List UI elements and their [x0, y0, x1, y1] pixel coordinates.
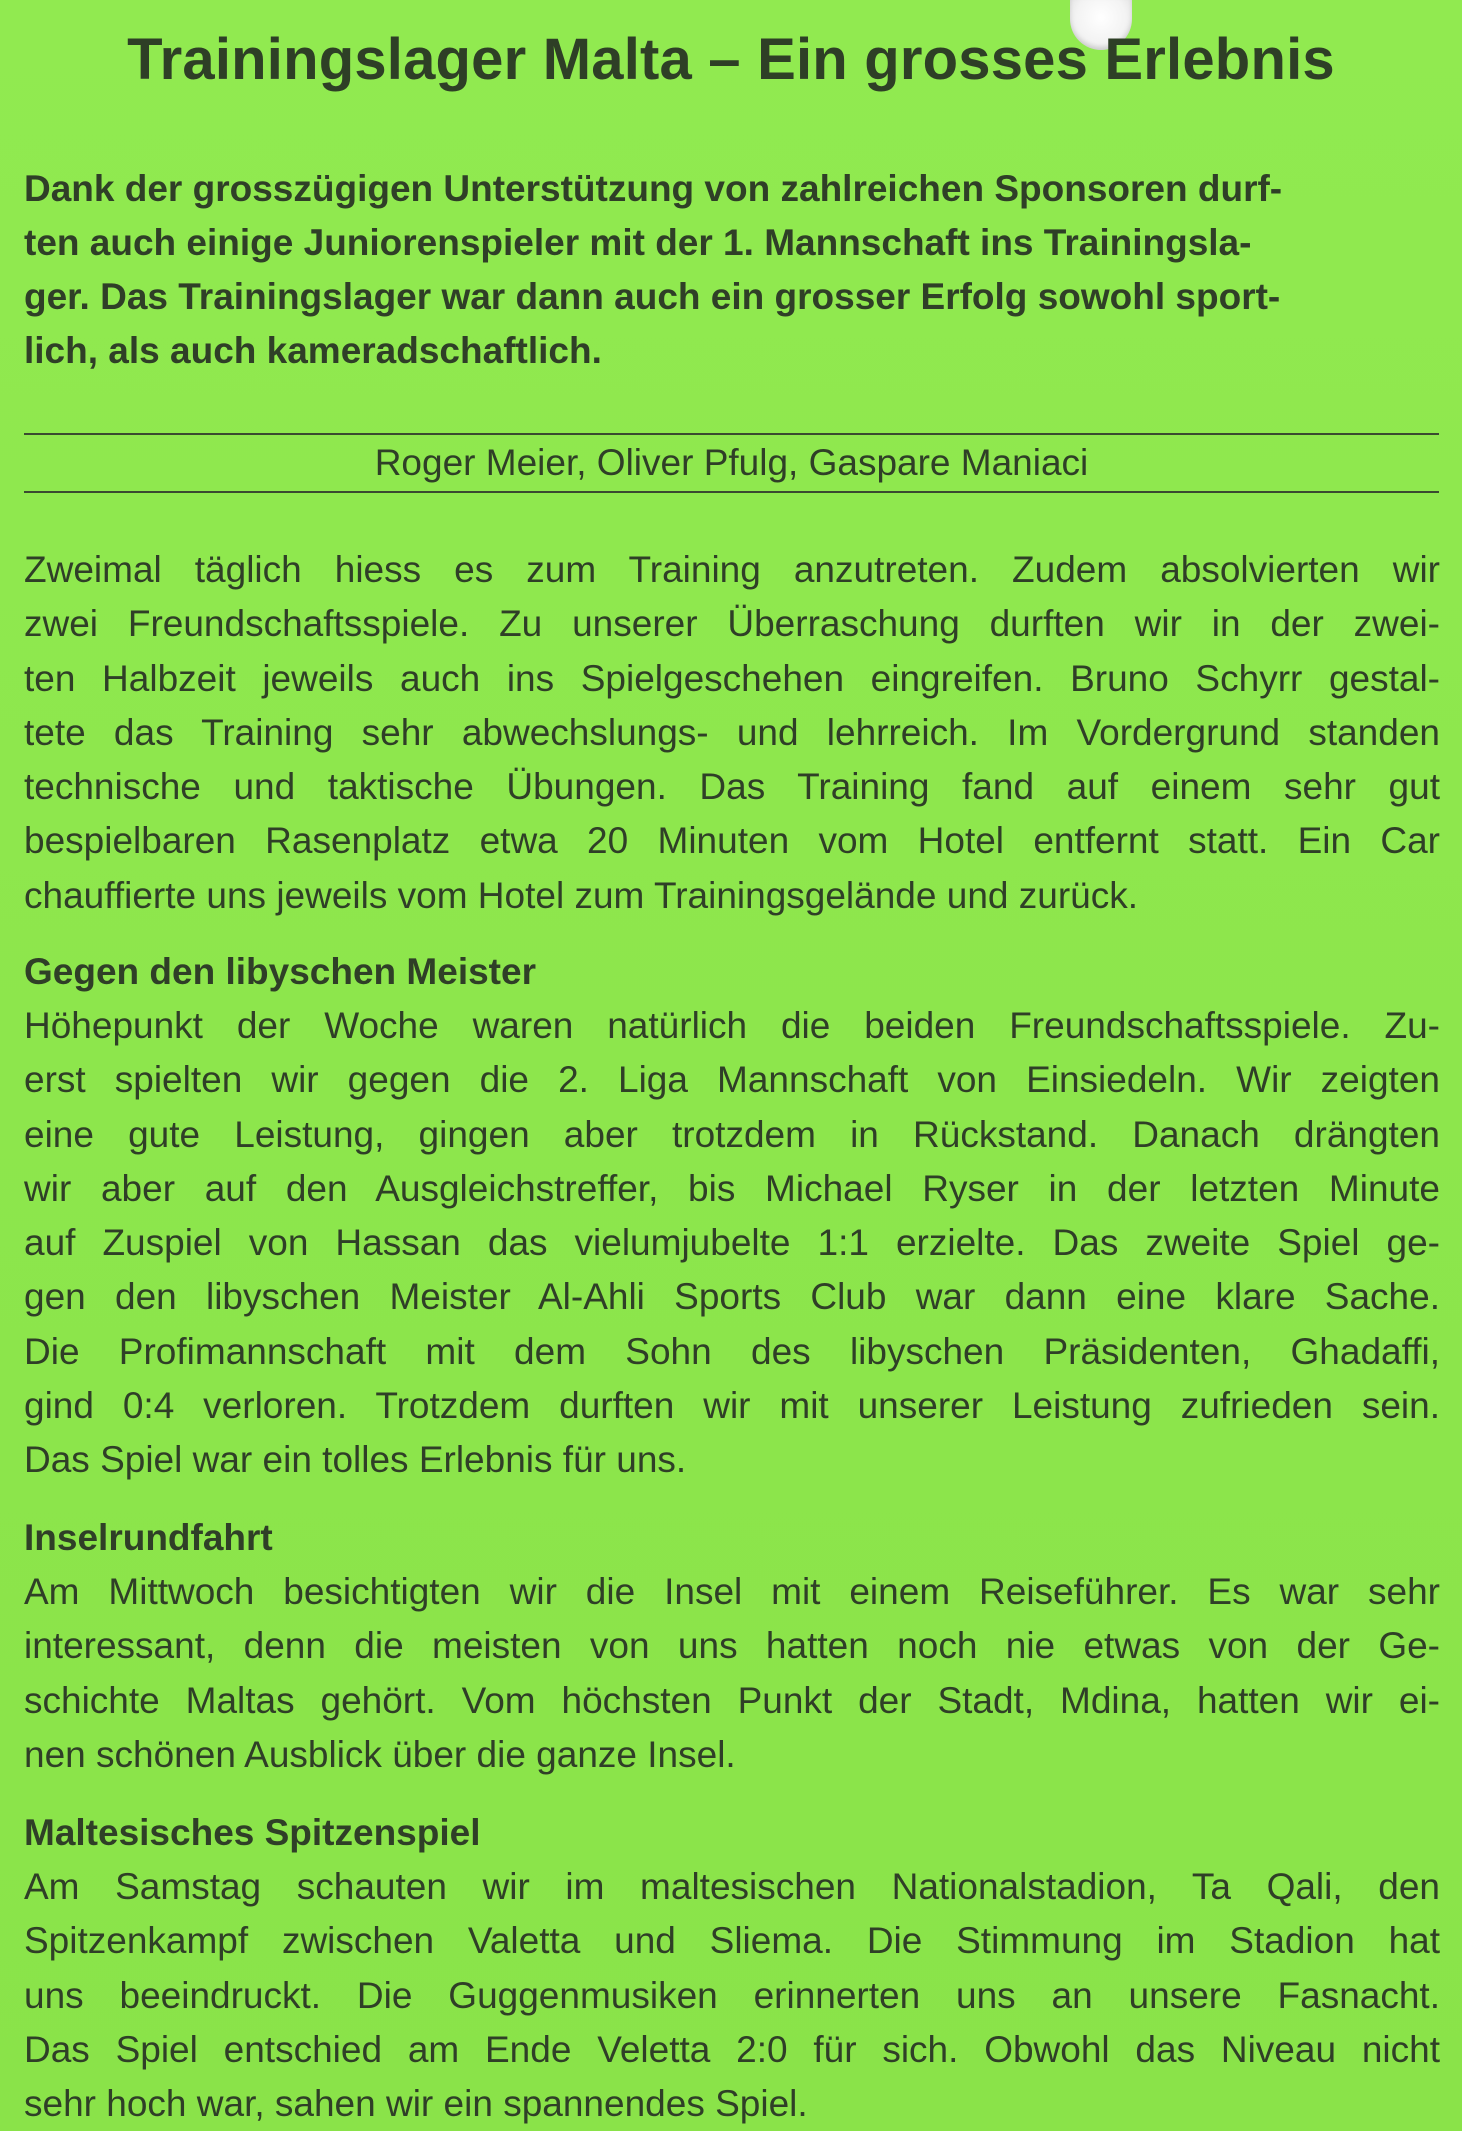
text-line: Zweimal täglich hiess es zum Training anzutreten. Zudem absolvierten wir — [24, 549, 1440, 590]
text-line: Das Spiel entschied am Ende Veletta 2:0 für sich. Obwohl das Niveau nicht — [24, 2028, 1440, 2070]
text-line: gen den libyschen Meister Al-Ahli Sports Club war dann eine klare Sache. — [24, 1276, 1440, 1318]
text-line: Am Mittwoch besichtigten wir die Insel mit einem Reiseführer. Es war sehr — [24, 1571, 1440, 1612]
text-line: technische und taktische Übungen. Das Training fand auf einem sehr gut — [24, 766, 1440, 808]
text-line: interessant, denn die meisten von uns hatten noch nie etwas von der Ge- — [24, 1625, 1440, 1667]
paragraph-top-match — [24, 1860, 1440, 2131]
text-line: nen schönen Ausblick über die ganze Insel. — [24, 1733, 736, 1775]
text-line: Spitzenkampf zwischen Valetta und Sliema. Die Stimmung im Stadion hat — [24, 1920, 1440, 1962]
text-line: Höhepunkt der Woche waren natürlich die beiden Freundschaftsspiele. Zu- — [24, 1005, 1440, 1046]
text-line: wir aber auf den Ausgleichstreffer, bis Michael Ryser in der letzten Minute — [24, 1167, 1440, 1209]
author-line: Roger Meier, Oliver Pfulg, Gaspare Maniaci — [374, 442, 1089, 483]
paragraph-island-tour — [24, 1565, 1440, 1782]
lead-line: Dank der grosszügigen Unterstützung von zahlreichen Sponsoren durf- — [24, 168, 1283, 209]
text-line: auf Zuspiel von Hassan das vielumjubelte 1:1 erzielte. Das zweite Spiel ge- — [24, 1222, 1440, 1264]
text-line: bespielbaren Rasenplatz etwa 20 Minuten vom Hotel entfernt statt. Ein Car — [24, 820, 1440, 862]
text-line: chauffierte uns jeweils vom Hotel zum Trainingsgelände und zurück. — [24, 874, 1139, 916]
paragraph-friendly-matches — [24, 999, 1440, 1488]
text-line: sehr hoch war, sahen wir ein spannendes Spiel. — [24, 2083, 808, 2125]
lead-line: lich, als auch kameradschaftlich. — [24, 330, 602, 371]
text-line: eine gute Leistung, gingen aber trotzdem in Rückstand. Danach drängten — [24, 1113, 1440, 1155]
article-title: Trainingslager Malta – Ein grosses Erlebnis — [127, 27, 1335, 92]
lead-paragraph — [24, 162, 1440, 378]
section-heading-libyan-champion: Gegen den libyschen Meister — [24, 951, 536, 992]
lead-line: ger. Das Trainingslager war dann auch ein grosser Erfolg sowohl sport- — [24, 276, 1281, 317]
text-line: schichte Maltas gehört. Vom höchsten Punkt der Stadt, Mdina, hatten wir ei- — [24, 1679, 1440, 1721]
divider-bottom — [24, 491, 1439, 493]
paragraph-training — [24, 543, 1440, 923]
lead-line: ten auch einige Juniorenspieler mit der 1. Mannschaft ins Trainingsla- — [24, 222, 1252, 263]
text-line: gind 0:4 verloren. Trotzdem durften wir mit unserer Leistung zufrieden sein. — [24, 1385, 1440, 1427]
section-heading-top-match: Maltesisches Spitzenspiel — [24, 1812, 481, 1853]
divider-top — [24, 433, 1439, 435]
text-line: ten Halbzeit jeweils auch ins Spielgeschehen eingreifen. Bruno Schyrr gestal- — [24, 657, 1440, 699]
text-line: uns beeindruckt. Die Guggenmusiken erinnerten uns an unsere Fasnacht. — [24, 1974, 1440, 2016]
text-line: Das Spiel war ein tolles Erlebnis für uns. — [24, 1439, 687, 1481]
text-line: Am Samstag schauten wir im maltesischen Nationalstadion, Ta Qali, den — [24, 1866, 1440, 1907]
text-line: Die Profimannschaft mit dem Sohn des libyschen Präsidenten, Ghadaffi, — [24, 1330, 1440, 1372]
text-line: zwei Freundschaftsspiele. Zu unserer Überraschung durften wir in der zwei- — [24, 603, 1440, 645]
text-line: tete das Training sehr abwechslungs- und lehrreich. Im Vordergrund standen — [24, 711, 1440, 753]
section-heading-island-tour: Inselrundfahrt — [24, 1517, 273, 1558]
text-line: erst spielten wir gegen die 2. Liga Mannschaft von Einsiedeln. Wir zeigten — [24, 1059, 1440, 1101]
